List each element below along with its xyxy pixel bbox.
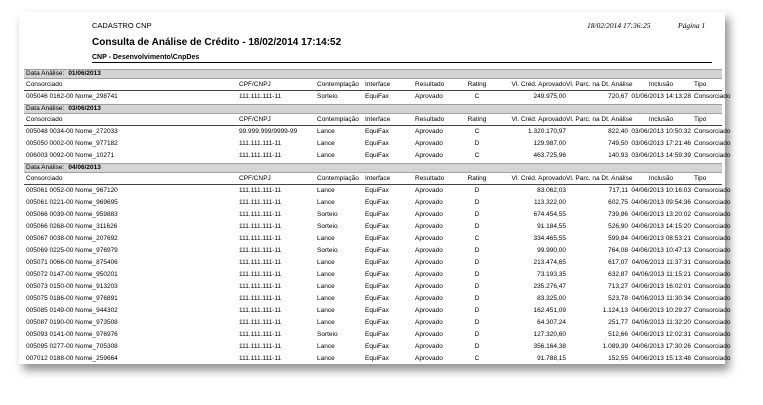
column-header-row (24, 114, 722, 126)
cell-valor-credito-aprovado: 91.788,15 (537, 355, 566, 362)
cell-valor-credito-aprovado: 162.451,09 (533, 307, 566, 314)
cell-consorciado: 005071 0066-00 Nome_875406 (26, 259, 118, 266)
column-header-cpf-cnpj: CPF/CNPJ (239, 175, 271, 182)
column-header-rating: Rating (467, 81, 487, 88)
cell-cpf-cnpj: 111.111.111-11 (239, 295, 282, 302)
table-row (24, 221, 731, 233)
table-row (24, 329, 731, 341)
report-title: Consulta de Análise de Crédito - 18/02/2014 17:14:52 (92, 37, 342, 48)
cell-resultado: Aprovado (415, 152, 443, 159)
cell-contemplacao: Lance (317, 187, 335, 194)
column-header-valor-parcela: Vl. Parc. na Dt. Análise (566, 81, 633, 88)
cell-valor-credito-aprovado: 113.322,00 (533, 199, 566, 206)
cell-valor-parcela: 152,55 (608, 355, 628, 362)
cell-contemplacao: Lance (317, 199, 335, 206)
cell-valor-parcela: 713,27 (608, 283, 628, 290)
cell-valor-parcela: 632,87 (608, 271, 628, 278)
cell-tipo: Consorciado (694, 211, 731, 218)
cell-tipo: Consorciado (694, 247, 731, 254)
column-header-valor-credito-aprovado: Vl. Créd. Aprovado (511, 116, 566, 123)
cell-interface: EquiFax (365, 199, 389, 206)
cell-rating: D (474, 259, 480, 266)
cell-contemplacao: Sorteio (317, 223, 338, 230)
cell-data-inclusao: 04/06/2013 10:29:27 (631, 307, 691, 314)
cell-resultado: Aprovado (415, 259, 443, 266)
table-row (24, 353, 731, 365)
cell-valor-parcela: 739,86 (608, 211, 628, 218)
cell-cpf-cnpj: 111.111.111-11 (239, 247, 282, 254)
cell-valor-parcela: 822,40 (608, 128, 628, 135)
column-header-consorciado: Consorciado (26, 175, 63, 182)
cell-data-inclusao: 04/06/2013 17:30:26 (631, 343, 691, 350)
header-divider (92, 62, 712, 63)
column-header-contemplacao: Contemplação (317, 175, 359, 182)
cell-interface: EquiFax (365, 307, 389, 314)
cell-valor-credito-aprovado: 674.454,55 (533, 211, 566, 218)
cell-cpf-cnpj: 111.111.111-11 (239, 271, 282, 278)
cell-tipo: Consorciado (694, 128, 731, 135)
report-page (19, 12, 731, 364)
cell-data-inclusao: 03/06/2013 17:21:46 (631, 140, 691, 147)
cell-contemplacao: Sorteio (317, 247, 338, 254)
cell-valor-credito-aprovado: 235.276,47 (533, 283, 566, 290)
cell-valor-credito-aprovado: 334.465,55 (533, 235, 566, 242)
cell-rating: C (474, 128, 480, 135)
table-row (24, 197, 731, 209)
cell-tipo: Consorciado (694, 331, 731, 338)
cell-interface: EquiFax (365, 187, 389, 194)
cell-interface: EquiFax (365, 319, 389, 326)
column-header-row (24, 173, 722, 185)
table-row (24, 245, 731, 257)
cell-data-inclusao: 04/06/2013 13:20:02 (631, 211, 691, 218)
cell-cpf-cnpj: 111.111.111-11 (239, 307, 282, 314)
cell-contemplacao: Lance (317, 307, 335, 314)
column-header-tipo: Tipo (694, 116, 707, 123)
cell-interface: EquiFax (365, 343, 389, 350)
column-header-consorciado: Consorciado (26, 116, 63, 123)
table-row (24, 138, 731, 150)
cell-valor-parcela: 1.089,39 (602, 343, 628, 350)
cell-cpf-cnpj: 111.111.111-11 (239, 355, 282, 362)
cell-consorciado: 005069 0225-00 Nome_976979 (26, 247, 118, 254)
cell-data-inclusao: 04/06/2013 10:47:13 (631, 247, 691, 254)
column-header-data-inclusao: Inclusão (648, 116, 674, 123)
cell-valor-credito-aprovado: 213.474,65 (533, 259, 566, 266)
cell-interface: EquiFax (365, 271, 389, 278)
section-label: Data Análise: (26, 164, 65, 171)
cell-tipo: Consorciado (694, 187, 731, 194)
cell-resultado: Aprovado (415, 355, 443, 362)
cell-resultado: Aprovado (415, 295, 443, 302)
cell-cpf-cnpj: 111.111.111-11 (239, 223, 282, 230)
cell-valor-parcela: 602,75 (608, 199, 628, 206)
cell-data-inclusao: 04/06/2013 11:15:21 (631, 271, 691, 278)
cell-consorciado: 005072 0147-00 Nome_950201 (26, 271, 118, 278)
table-row (24, 185, 731, 197)
column-header-cpf-cnpj: CPF/CNPJ (239, 81, 271, 88)
cell-tipo: Consorciado (694, 152, 731, 159)
table-row (24, 233, 731, 245)
cell-interface: EquiFax (365, 259, 389, 266)
table-row (24, 281, 731, 293)
cell-contemplacao: Lance (317, 319, 335, 326)
cell-contemplacao: Lance (317, 128, 335, 135)
cell-tipo: Consorciado (694, 259, 731, 266)
cell-data-inclusao: 04/06/2013 12:02:31 (631, 331, 691, 338)
cell-tipo: Consorciado (694, 355, 731, 362)
cell-interface: EquiFax (365, 247, 389, 254)
cell-resultado: Aprovado (415, 223, 443, 230)
cell-interface: EquiFax (365, 140, 389, 147)
column-header-valor-credito-aprovado: Vl. Créd. Aprovado (511, 175, 566, 182)
cell-valor-parcela: 512,66 (608, 331, 628, 338)
report-body (24, 68, 731, 365)
column-header-contemplacao: Contemplação (317, 81, 359, 88)
cell-resultado: Aprovado (415, 283, 443, 290)
cell-consorciado: 007012 0188-00 Nome_259664 (26, 355, 118, 362)
column-header-rating: Rating (467, 175, 487, 182)
cell-valor-parcela: 717,11 (608, 187, 628, 194)
cell-interface: EquiFax (365, 211, 389, 218)
column-header-valor-credito-aprovado: Vl. Créd. Aprovado (511, 81, 566, 88)
cell-valor-parcela: 764,08 (608, 247, 628, 254)
cell-consorciado: 005095 0277-00 Nome_705308 (26, 343, 118, 350)
cell-data-inclusao: 04/06/2013 11:30:34 (631, 295, 691, 302)
cell-data-inclusao: 04/06/2013 08:53:21 (631, 235, 691, 242)
cell-resultado: Aprovado (415, 235, 443, 242)
cell-interface: EquiFax (365, 283, 389, 290)
cell-rating: D (474, 343, 480, 350)
cell-rating: C (474, 152, 480, 159)
cell-resultado: Aprovado (415, 128, 443, 135)
page-number: Página 1 (678, 21, 706, 30)
column-header-tipo: Tipo (694, 175, 707, 182)
cell-valor-credito-aprovado: 64.307,24 (537, 319, 566, 326)
table-row (24, 305, 731, 317)
cell-valor-parcela: 599,84 (608, 235, 628, 242)
cell-interface: EquiFax (365, 93, 389, 100)
cell-tipo: Consorciado (694, 199, 731, 206)
column-header-data-inclusao: Inclusão (648, 175, 674, 182)
column-header-interface: Interface (365, 81, 391, 88)
cell-consorciado: 005075 0186-00 Nome_976891 (26, 295, 118, 302)
cell-cpf-cnpj: 111.111.111-11 (239, 319, 282, 326)
cell-valor-credito-aprovado: 129.987,00 (533, 140, 566, 147)
cell-cpf-cnpj: 111.111.111-11 (239, 283, 282, 290)
column-header-data-inclusao: Inclusão (648, 81, 674, 88)
cell-cpf-cnpj: 111.111.111-11 (239, 259, 282, 266)
cell-data-inclusao: 04/06/2013 11:37:31 (631, 259, 691, 266)
cell-contemplacao: Lance (317, 259, 335, 266)
column-header-row (24, 79, 722, 91)
cell-data-inclusao: 04/06/2013 10:16:03 (631, 187, 691, 194)
cell-cpf-cnpj: 111.111.111-11 (239, 140, 282, 147)
table-row (24, 341, 731, 353)
cell-rating: C (474, 93, 480, 100)
column-header-interface: Interface (365, 116, 391, 123)
cell-cpf-cnpj: 111.111.111-11 (239, 331, 282, 338)
cell-cpf-cnpj: 111.111.111-11 (239, 199, 282, 206)
cell-data-inclusao: 04/06/2013 09:54:36 (631, 199, 691, 206)
cell-data-inclusao: 04/06/2013 16:02:01 (631, 283, 691, 290)
cell-valor-credito-aprovado: 99.990,00 (537, 247, 566, 254)
cell-interface: EquiFax (365, 128, 389, 135)
column-header-tipo: Tipo (694, 81, 707, 88)
cell-valor-credito-aprovado: 463.725,96 (533, 152, 566, 159)
cell-interface: EquiFax (365, 152, 389, 159)
cell-data-inclusao: 04/06/2013 11:32:20 (631, 319, 691, 326)
cell-interface: EquiFax (365, 235, 389, 242)
cell-valor-parcela: 140,93 (608, 152, 628, 159)
cell-consorciado: 005087 0190-00 Nome_973508 (26, 319, 118, 326)
column-header-rating: Rating (467, 116, 487, 123)
cell-data-inclusao: 04/06/2013 14:15:20 (631, 223, 691, 230)
cell-rating: C (474, 355, 480, 362)
cell-consorciado: 005073 0150-00 Nome_913203 (26, 283, 118, 290)
cell-valor-parcela: 617,07 (608, 259, 628, 266)
cell-resultado: Aprovado (415, 271, 443, 278)
cell-valor-parcela: 1.124,13 (602, 307, 628, 314)
cell-interface: EquiFax (365, 223, 389, 230)
table-row (24, 126, 731, 138)
cell-valor-credito-aprovado: 73.193,35 (537, 271, 566, 278)
table-row (24, 293, 731, 305)
cell-interface: EquiFax (365, 331, 389, 338)
report-subtitle: CNP - Desenvolvimento\CnpDes (92, 54, 200, 61)
cell-rating: D (474, 283, 480, 290)
section-header-data-analise (24, 104, 722, 114)
table-row (24, 269, 731, 281)
cell-consorciado: 005066 0268-00 Nome_311626 (26, 223, 118, 230)
table-row (24, 150, 731, 162)
cell-cpf-cnpj: 111.111.111-11 (239, 187, 282, 194)
cell-data-inclusao: 04/06/2013 15:13:48 (631, 355, 691, 362)
column-header-interface: Interface (365, 175, 391, 182)
cell-tipo: Consorciado (694, 235, 731, 242)
cell-contemplacao: Sorteio (317, 93, 338, 100)
cell-tipo: Consorciado (694, 295, 731, 302)
cell-consorciado: 005093 0141-00 Nome_976976 (26, 331, 118, 338)
cell-contemplacao: Sorteio (317, 211, 338, 218)
table-row (24, 317, 731, 329)
cell-data-inclusao: 01/06/2013 14:13:28 (631, 93, 691, 100)
system-name: CADASTRO CNP (92, 21, 152, 30)
cell-rating: C (474, 235, 480, 242)
cell-contemplacao: Lance (317, 355, 335, 362)
cell-valor-parcela: 720,67 (608, 93, 628, 100)
cell-consorciado: 005046 0162-00 Nome_298741 (26, 93, 118, 100)
cell-valor-credito-aprovado: 127.320,60 (533, 331, 566, 338)
cell-valor-credito-aprovado: 91.184,55 (537, 223, 566, 230)
cell-resultado: Aprovado (415, 140, 443, 147)
column-header-consorciado: Consorciado (26, 81, 63, 88)
section-date: 01/06/2013 (68, 70, 101, 77)
cell-data-inclusao: 03/06/2013 14:59:39 (631, 152, 691, 159)
cell-rating: D (474, 271, 480, 278)
cell-consorciado: 005085 0149-00 Nome_944302 (26, 307, 118, 314)
table-row (24, 91, 731, 103)
cell-contemplacao: Lance (317, 343, 335, 350)
table-row (24, 257, 731, 269)
cell-valor-parcela: 251,77 (608, 319, 628, 326)
cell-rating: D (474, 140, 480, 147)
cell-contemplacao: Lance (317, 152, 335, 159)
section-header-data-analise (24, 163, 722, 173)
cell-valor-parcela: 749,50 (608, 140, 628, 147)
column-header-contemplacao: Contemplação (317, 116, 359, 123)
cell-resultado: Aprovado (415, 331, 443, 338)
cell-cpf-cnpj: 111.111.111-11 (239, 152, 282, 159)
cell-contemplacao: Lance (317, 140, 335, 147)
cell-valor-credito-aprovado: 249.975,00 (533, 93, 566, 100)
cell-resultado: Aprovado (415, 319, 443, 326)
cell-cpf-cnpj: 99.999.999/9999-99 (239, 128, 298, 135)
cell-resultado: Aprovado (415, 307, 443, 314)
column-header-resultado: Resultado (415, 81, 445, 88)
cell-valor-credito-aprovado: 83.062,03 (537, 187, 566, 194)
cell-contemplacao: Lance (317, 271, 335, 278)
cell-rating: D (474, 223, 480, 230)
cell-rating: D (474, 307, 480, 314)
cell-resultado: Aprovado (415, 199, 443, 206)
cell-tipo: Consorciado (694, 271, 731, 278)
section-label: Data Análise: (26, 70, 65, 77)
cell-rating: D (474, 247, 480, 254)
column-header-resultado: Resultado (415, 175, 445, 182)
cell-resultado: Aprovado (415, 211, 443, 218)
cell-rating: D (474, 211, 480, 218)
cell-tipo: Consorciado (694, 283, 731, 290)
cell-tipo: Consorciado (694, 223, 731, 230)
cell-tipo: Consorciado (694, 307, 731, 314)
table-row (24, 209, 731, 221)
cell-valor-parcela: 526,90 (608, 223, 628, 230)
cell-cpf-cnpj: 111.111.111-11 (239, 211, 282, 218)
cell-tipo: Consorciado (694, 319, 731, 326)
column-header-valor-parcela: Vl. Parc. na Dt. Análise (566, 175, 633, 182)
cell-data-inclusao: 03/06/2013 10:50:32 (631, 128, 691, 135)
cell-cpf-cnpj: 111.111.111-11 (239, 93, 282, 100)
cell-rating: D (474, 199, 480, 206)
cell-rating: D (474, 295, 480, 302)
section-date: 03/06/2013 (68, 105, 101, 112)
column-header-resultado: Resultado (415, 116, 445, 123)
cell-consorciado: 005050 0002-00 Nome_977182 (26, 140, 118, 147)
section-date: 04/06/2013 (68, 164, 101, 171)
cell-valor-credito-aprovado: 1.320.170,97 (528, 128, 566, 135)
cell-cpf-cnpj: 111.111.111-11 (239, 343, 282, 350)
cell-consorciado: 005061 0221-00 Nome_969695 (26, 199, 118, 206)
cell-contemplacao: Lance (317, 235, 335, 242)
cell-rating: D (474, 187, 480, 194)
cell-interface: EquiFax (365, 295, 389, 302)
cell-resultado: Aprovado (415, 93, 443, 100)
cell-cpf-cnpj: 111.111.111-11 (239, 235, 282, 242)
column-header-cpf-cnpj: CPF/CNPJ (239, 116, 271, 123)
cell-consorciado: 005048 0034-00 Nome_272033 (26, 128, 118, 135)
cell-contemplacao: Lance (317, 295, 335, 302)
cell-valor-credito-aprovado: 83.325,00 (537, 295, 566, 302)
section-header-data-analise (24, 69, 722, 79)
cell-rating: D (474, 331, 480, 338)
cell-consorciado: 005066 0039-00 Nome_959883 (26, 211, 118, 218)
cell-tipo: Consorciado (694, 93, 731, 100)
cell-valor-credito-aprovado: 356.164,38 (533, 343, 566, 350)
cell-interface: EquiFax (365, 355, 389, 362)
cell-consorciado: 005061 0052-00 Nome_967120 (26, 187, 118, 194)
column-header-valor-parcela: Vl. Parc. na Dt. Análise (566, 116, 633, 123)
cell-tipo: Consorciado (694, 140, 731, 147)
cell-consorciado: 005067 0038-00 Nome_207692 (26, 235, 118, 242)
print-datetime: 18/02/2014 17:36:25 (587, 21, 651, 30)
cell-resultado: Aprovado (415, 187, 443, 194)
cell-contemplacao: Lance (317, 283, 335, 290)
cell-tipo: Consorciado (694, 343, 731, 350)
cell-rating: D (474, 319, 480, 326)
cell-consorciado: 006003 0092-00 Nome_10271 (26, 152, 115, 159)
cell-resultado: Aprovado (415, 247, 443, 254)
cell-valor-parcela: 523,78 (608, 295, 628, 302)
cell-contemplacao: Sorteio (317, 331, 338, 338)
section-label: Data Análise: (26, 105, 65, 112)
cell-resultado: Aprovado (415, 343, 443, 350)
